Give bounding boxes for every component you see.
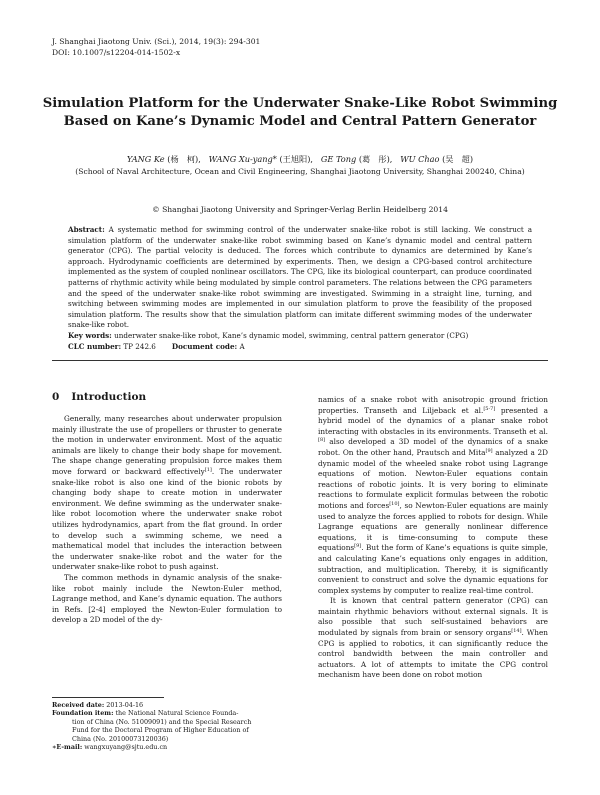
abstract-label: Abstract: xyxy=(68,225,105,234)
section-title: Introduction xyxy=(71,391,147,403)
journal-header xyxy=(52,37,260,58)
section-heading xyxy=(52,390,282,404)
author-4-chinese: (吴 超) xyxy=(442,154,474,164)
footnote-divider xyxy=(52,697,164,698)
affiliation: (School of Naval Architecture, Ocean and Civil Engineering, Shanghai Jiaotong University, Shanghai 200240, China) xyxy=(75,167,525,176)
intro-paragraph-3: namics of a snake robot with anisotropic ground friction properties. Transeth and Liljeback et al.[5-7] presented a hybrid model of the dynamics of a planar snake robot interacting with obstacles in its environments. Transeth et al.[8] also developed a 3D model of the dynamics of a snake robot. On the other hand, Prautsch and Mita[9] analyzed a 2D dynamic model of the wheeled snake robot using Lagrange equations of motion. Newton-Euler equations contain reactions of robotic joints. It is very boring to eliminate reactions to formulate explicit formulas between the robotic motions and forces[10], so Newton-Euler equations are mainly used to analyze the forces applied to robots for design. While Lagrange equations are generally nonlinear difference equations, it is time-consuming to compute these equations[9]. But the form of Kane’s equations is quite simple, and calculating Kane’s equations only engages in addition, subtraction, and multiplication. Thereby, it is significantly convenient to construct and solve the dynamic equations for complex systems by computer to realize real-time control. xyxy=(318,395,549,595)
abstract-text: A systematic method for swimming control of the underwater snake-like robot is still lacking. We construct a simulation platform of the underwater snake-like robot swimming based on Kane’s dynamic model and central pattern generator (CPG). The partial velocity is deduced. The forces which contribute to dynamics are determined by Kane’s approach. Hydrodynamic coefficients are determined by experiments. Then, we design a CPG-based control architecture implemented as the system of coupled nonlinear oscillators. The CPG, like its biological counterpart, can produce coordinated patterns of rhythmic activity while being modulated by simple control parameters. The relations between the CPG parameters and the speed of the underwater snake-like robot swimming are investigated. Swimming in a straight line, turning, and switching between swimming modes are implemented in our simulation platform to prove the feasibility of the proposed simulation platform. The results show that the simulation platform can imitate different swimming modes of the underwater snake-like robot. xyxy=(68,225,532,330)
paper-title xyxy=(30,95,570,130)
author-4: WU Chao xyxy=(400,154,440,164)
author-3: GE Tong xyxy=(320,154,357,164)
citation: [1] xyxy=(204,466,212,473)
author-1: YANG Ke xyxy=(126,154,165,164)
intro-paragraph-4: It is known that central pattern generator (CPG) can maintain rhythmic behaviors without external signals. It is also possible that such self-sustained behaviors are modulated by signals from brain or sensory organs[14]. When CPG is applied to robotics, it can significantly reduce the control bandwidth between the main controller and actuators. A lot of attempts to imitate the CPG control mechanism have been done on robot motion xyxy=(318,596,548,680)
keywords-text: underwater snake-like robot, Kane’s dynamic model, swimming, central pattern generator (CPG) xyxy=(114,330,469,340)
author-1-chinese: (杨 柯), xyxy=(167,154,201,164)
copyright-notice: © Shanghai Jiaotong University and Springer-Verlag Berlin Heidelberg 2014 xyxy=(152,205,448,214)
abstract xyxy=(68,225,532,331)
foundation-item: Foundation item: the National Natural Science Founda- xyxy=(52,709,239,718)
citation: [5-7] xyxy=(483,405,496,412)
foundation-line: China (No. 20100073120036) xyxy=(72,734,169,743)
keywords xyxy=(68,331,532,342)
footnote xyxy=(52,701,284,751)
doc-code: A xyxy=(239,341,245,351)
right-column xyxy=(318,395,548,681)
clc-number: TP 242.6 xyxy=(123,341,156,351)
foundation-line: Fund for the Doctoral Program of Higher Education of xyxy=(72,726,249,735)
author-2: WANG Xu-yang* xyxy=(208,154,277,164)
section-number: 0 xyxy=(52,391,60,403)
title-line-1: Simulation Platform for the Underwater Snake-Like Robot Swimming xyxy=(42,96,558,111)
clc-label: CLC number: xyxy=(68,341,122,351)
title-line-2: Based on Kane’s Dynamic Model and Central Pattern Generator xyxy=(63,113,537,129)
doc-code-label: Document code: xyxy=(171,341,238,351)
citation: [14] xyxy=(511,628,522,635)
received-date: Received date: 2013-04-16 xyxy=(52,701,144,709)
keywords-label: Key words: xyxy=(68,330,112,340)
citation: [8] xyxy=(318,437,326,444)
author-3-chinese: (葛 彤), xyxy=(358,154,393,164)
foundation-line: tion of China (No. 51009091) and the Special Research xyxy=(72,717,252,726)
doi-line: DOI: 10.1007/s12204-014-1502-x xyxy=(52,47,181,57)
abstract-block xyxy=(68,225,532,352)
classification xyxy=(68,342,532,353)
intro-paragraph-2: The common methods in dynamic analysis of the snake-like robot mainly include the Newton-Euler method, Lagrange method, and Kane’s dynamic equation. The authors in Refs. [2-4] employed the Newton-Euler formulation to develop a 2D model of the dy- xyxy=(52,572,282,625)
corresponding-email: ∗E-mail: wangxuyang@sjtu.edu.cn xyxy=(52,743,168,752)
author-list xyxy=(30,154,570,165)
citation: [10] xyxy=(389,500,400,507)
journal-citation: J. Shanghai Jiaotong Univ. (Sci.), 2014, 19(3): 294-301 xyxy=(52,37,261,46)
left-column xyxy=(52,385,282,626)
citation: [9] xyxy=(354,543,362,550)
abstract-divider xyxy=(52,360,548,361)
author-2-chinese: (王旭阳), xyxy=(279,154,314,164)
citation: [9] xyxy=(485,447,493,454)
intro-paragraph-1: Generally, many researches about underwater propulsion mainly illustrate the use of propellers or thruster to generate the motion in underwater environment. Most of the aquatic animals are likely to change their body shape for movement. The shape change generating propulsion force makes them move forward or backward effectively[1]. The underwater snake-like robot is also one kind of the bionic robots by changing body shape to create motion in underwater environment. We define swimming as the underwater snake-like robot locomotion where the underwater snake robot utilizes hydrodynamics, apart from the flat ground. In order to develop such a swimming scheme, we need a mathematical model that includes the interaction between the underwater snake-like robot and the water for the underwater snake-like robot to push against. xyxy=(52,414,282,572)
